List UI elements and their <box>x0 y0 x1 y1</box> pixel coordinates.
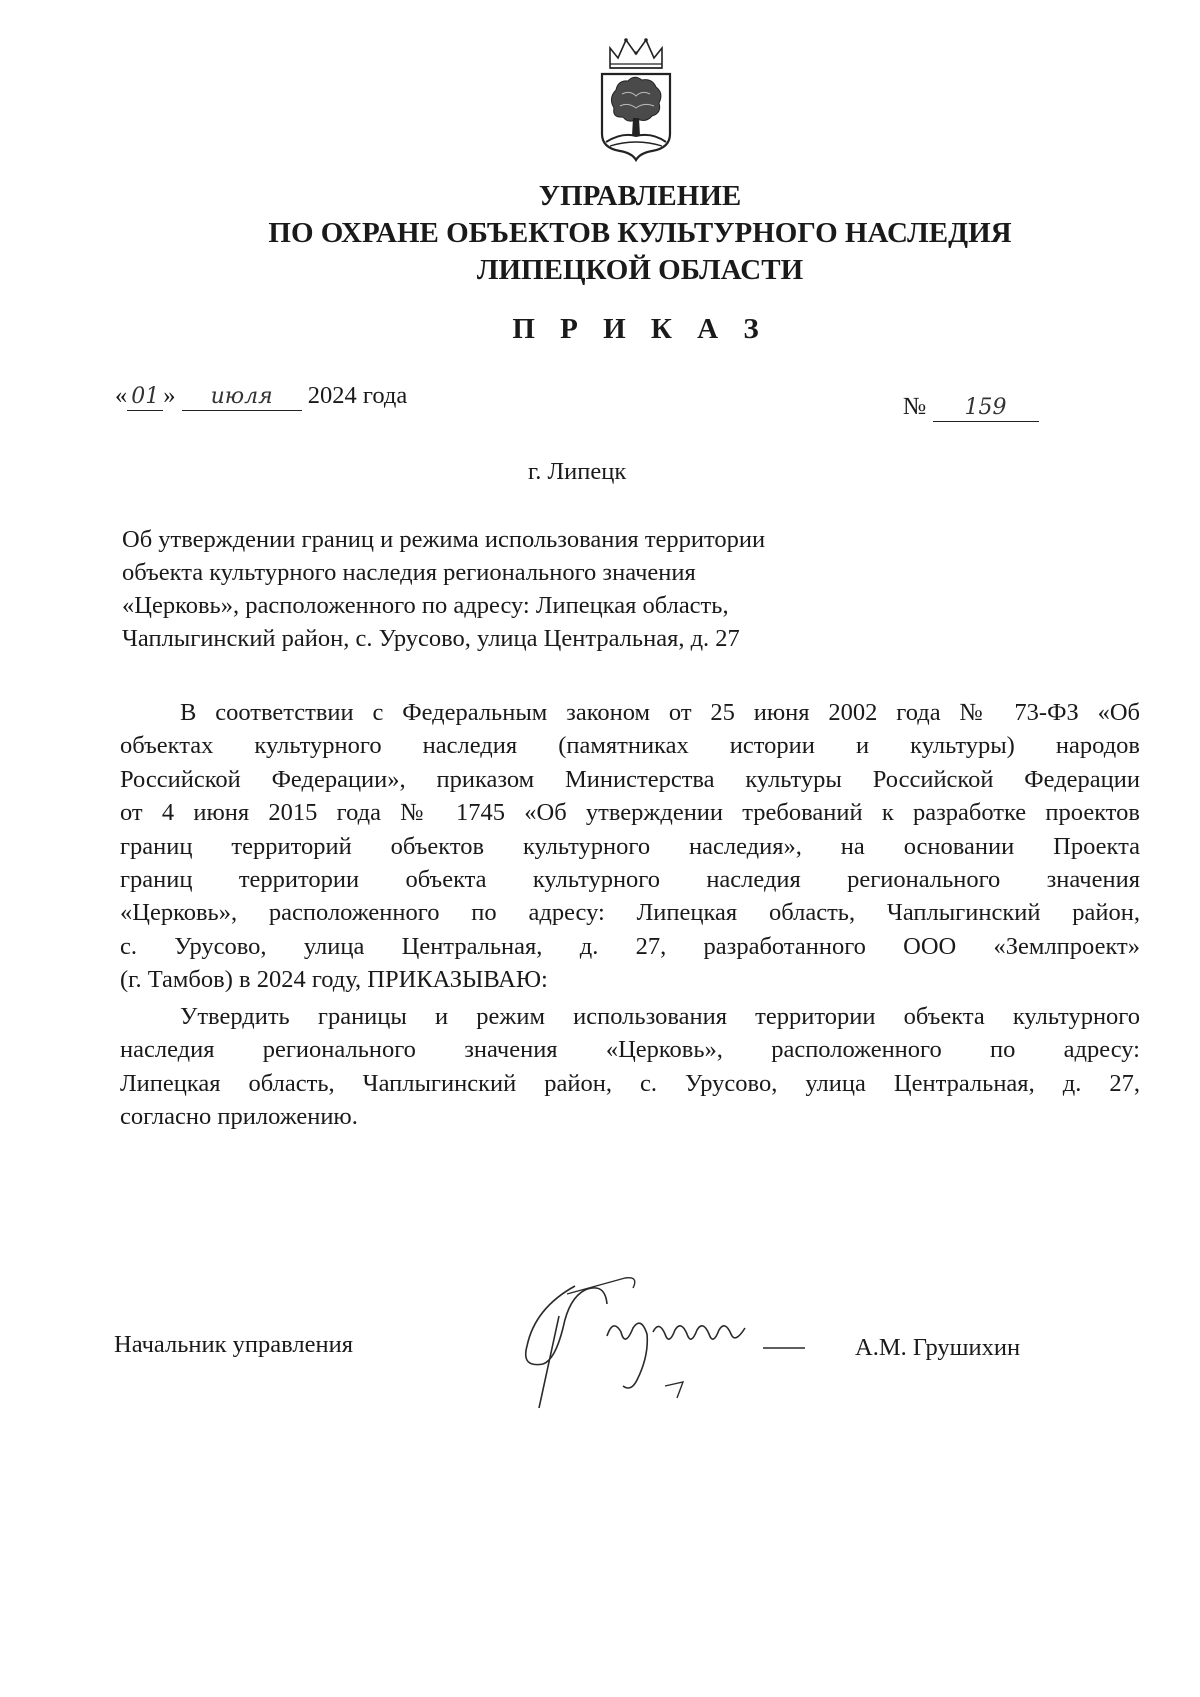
date-open-quote: « <box>115 382 128 409</box>
preamble-line-4: от 4 июня 2015 года № 1745 «Об утверждении требований к разработке проектов <box>120 799 1140 827</box>
decree-line-4: согласно приложению. <box>120 1103 358 1131</box>
preamble-line-7: «Церковь», расположенного по адресу: Липецкая область, Чаплыгинский район, <box>120 899 1140 927</box>
document-type-title: П Р И К А З <box>512 313 768 345</box>
decree-line-1: Утвердить границы и режим использования территории объекта культурного <box>180 1003 1140 1030</box>
decree-paragraph <box>120 1000 1140 1134</box>
preamble-line-3: Российской Федерации», приказом Министерства культуры Российской Федерации <box>120 765 1140 793</box>
handwritten-signature <box>515 1268 865 1418</box>
number-label: № <box>903 393 927 420</box>
preamble-line-1: В соответствии с Федеральным законом от 25 июня 2002 года № 73-ФЗ «Об <box>180 699 1140 726</box>
authority-name-line-2: ПО ОХРАНЕ ОБЪЕКТОВ КУЛЬТУРНОГО НАСЛЕДИЯ <box>268 217 1012 249</box>
order-date <box>115 381 407 411</box>
subject-line-4: Чаплыгинский район, с. Урусово, улица Центральная, д. 27 <box>122 625 740 652</box>
decree-line-2: наследия регионального значения «Церковь», расположенного по адресу: <box>120 1036 1140 1064</box>
authority-name-line-3: ЛИПЕЦКОЙ ОБЛАСТИ <box>476 254 804 286</box>
date-day-handwritten: 01 <box>127 384 163 411</box>
date-close-quote: » <box>163 382 176 409</box>
coat-of-arms-emblem <box>596 34 676 162</box>
preamble-paragraph <box>120 696 1140 997</box>
preamble-line-8: с. Урусово, улица Центральная, д. 27, разработанного ООО «Землпроект» <box>120 932 1140 960</box>
preamble-line-6: границ территории объекта культурного наследия регионального значения <box>120 865 1140 893</box>
preamble-line-5: границ территорий объектов культурного наследия», на основании Проекта <box>120 832 1140 860</box>
date-month-handwritten: июля <box>182 384 302 411</box>
decree-line-3: Липецкая область, Чаплыгинский район, с. Урусово, улица Центральная, д. 27, <box>120 1069 1140 1097</box>
signatory-position: Начальник управления <box>114 1331 353 1358</box>
date-year: 2024 года <box>307 382 408 409</box>
order-number <box>903 392 1039 422</box>
subject-line-1: Об утверждении границ и режима использования территории <box>122 526 766 553</box>
subject-line-2: объекта культурного наследия регионального значения <box>122 559 696 586</box>
signatory-name: А.М. Грушихин <box>855 1334 1021 1361</box>
preamble-line-2: объектах культурного наследия (памятниках истории и культуры) народов <box>120 732 1140 760</box>
authority-name-line-1: УПРАВЛЕНИЕ <box>538 180 742 212</box>
subject-line-3: «Церковь», расположенного по адресу: Липецкая область, <box>122 592 729 619</box>
city-line: г. Липецк <box>528 458 627 485</box>
number-value-handwritten: 159 <box>933 395 1039 422</box>
preamble-line-9: (г. Тамбов) в 2024 году, ПРИКАЗЫВАЮ: <box>120 966 548 994</box>
